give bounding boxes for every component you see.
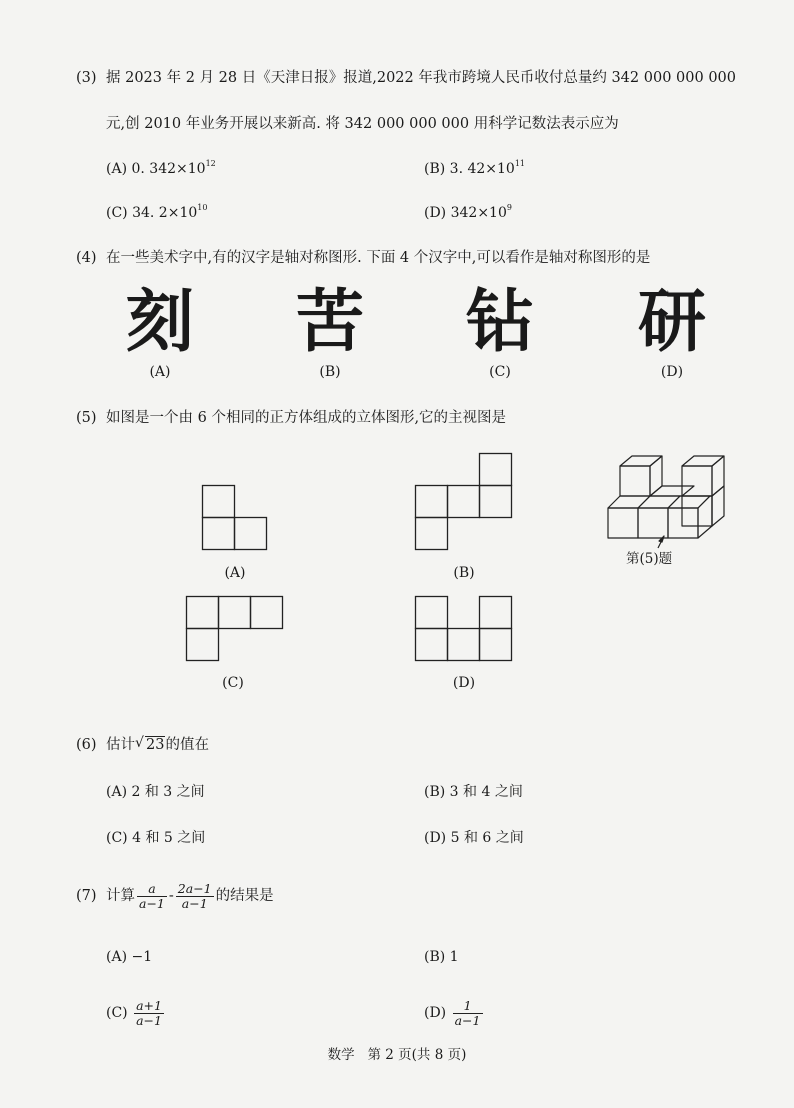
q7-option-c: (C) $\frac{a+1}{a-1}$ — [106, 997, 162, 1028]
q7-text: 计算 $\frac{a}{a-1}$ - $\frac{2a-1}{a-1}$ 的结果是 — [106, 880, 274, 911]
q7-fraction-2: $\frac{2a-1}{a-1}$ — [177, 880, 212, 911]
q4-char-c: 钻 — [465, 283, 534, 362]
q4-label-a: (A) — [149, 364, 171, 380]
q5-view-a — [202, 485, 268, 551]
q5-label-b: (B) — [453, 565, 475, 581]
q7-fraction-1: $\frac{a}{a-1}$ — [139, 880, 165, 911]
q6-option-d: (D) 5 和 6 之间 — [424, 830, 524, 846]
q6-number: (6) — [76, 737, 97, 753]
q4-number: (4) — [76, 250, 97, 266]
q6-text: 估计 √ 23的值在 — [106, 735, 209, 753]
q4-label-c: (C) — [489, 364, 511, 380]
page-footer: 数学 第 2 页(共 8 页) — [327, 1047, 467, 1063]
sqrt-symbol: √ 23 — [135, 735, 165, 753]
q6-option-a: (A) 2 和 3 之间 — [106, 784, 205, 800]
q5-3d-figure — [606, 452, 756, 552]
q4-label-d: (D) — [660, 364, 684, 380]
q5-view-b — [415, 453, 513, 551]
q7-option-b: (B) 1 — [424, 949, 459, 965]
q7-option-a: (A) −1 — [106, 949, 153, 965]
q7-number: (7) — [76, 888, 97, 904]
q5-label-c: (C) — [222, 675, 244, 691]
q4-text: 在一些美术字中,有的汉字是轴对称图形. 下面 4 个汉字中,可以看作是轴对称图形的是 — [106, 250, 651, 266]
q4-label-b: (B) — [319, 364, 341, 380]
q5-number: (5) — [76, 410, 97, 426]
q3-option-c: (C) 34. $2\times 10^{10}$ — [106, 203, 208, 221]
q5-figure-caption: 第(5)题 — [626, 551, 673, 567]
q3-text-line2: 元,创 2010 年业务开展以来新高. 将 342 000 000 000 用科学记数法表示应为 — [106, 116, 619, 132]
q4-char-b: 苦 — [295, 283, 364, 362]
q3-option-b: (B) 3. $42\times 10^{11}$ — [424, 159, 526, 177]
q5-label-a: (A) — [224, 565, 246, 581]
q6-option-c: (C) 4 和 5 之间 — [106, 830, 206, 846]
q3-text-line1: 据 2023 年 2 月 28 日《天津日报》报道,2022 年我市跨境人民币收付总量约 342 000 000 000 — [106, 70, 736, 86]
q5-label-d: (D) — [452, 675, 476, 691]
q7-option-d-fraction: $\frac{1}{a-1}$ — [454, 997, 481, 1028]
q6-option-b: (B) 3 和 4 之间 — [424, 784, 523, 800]
q4-char-a: 刻 — [125, 283, 194, 362]
q3-option-d: (D) $342\times 10^9$ — [424, 203, 512, 221]
q4-char-d: 研 — [637, 283, 706, 362]
q5-view-c — [186, 596, 284, 662]
q3-option-a: (A) 0. $342\times 10^{12}$ — [106, 159, 216, 177]
q3-number: (3) — [76, 70, 97, 86]
q7-option-c-fraction: $\frac{a+1}{a-1}$ — [136, 997, 162, 1028]
q7-option-d: (D) $\frac{1}{a-1}$ — [424, 997, 481, 1028]
q5-text: 如图是一个由 6 个相同的正方体组成的立体图形,它的主视图是 — [106, 410, 507, 426]
q5-view-d — [415, 596, 513, 662]
